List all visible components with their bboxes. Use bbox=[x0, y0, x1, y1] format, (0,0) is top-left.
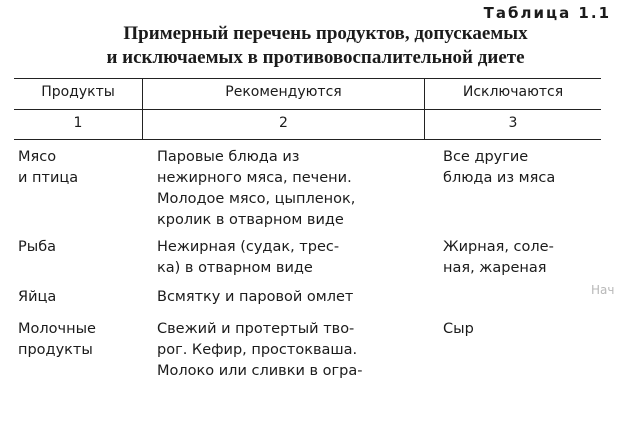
table-label: Таблица 1.1 bbox=[483, 4, 611, 22]
excluded-line: ная, жареная bbox=[443, 260, 547, 276]
excluded-line: Жирная, соле- bbox=[443, 239, 554, 255]
column-number-1: 1 bbox=[73, 115, 83, 131]
row-recommended bbox=[157, 237, 339, 279]
column-header-excluded: Исключаются bbox=[462, 84, 564, 100]
header-divider-rule bbox=[14, 109, 601, 110]
row-excluded bbox=[443, 237, 554, 279]
excluded-line: Все другие bbox=[443, 149, 529, 165]
table-title-line-2: и исключаемых в противовоспалительной диете bbox=[106, 47, 525, 68]
row-product bbox=[18, 237, 56, 258]
table-title-line-1: Примерный перечень продуктов, допускаемых bbox=[123, 23, 528, 44]
recommended-line: Свежий и протертый тво- bbox=[157, 321, 355, 337]
column-header-recommended: Рекомендуются bbox=[225, 84, 342, 100]
product-line: Рыба bbox=[18, 239, 57, 255]
recommended-line: кролик в отварном виде bbox=[157, 212, 344, 228]
column-number-3: 3 bbox=[508, 115, 518, 131]
column-number-2: 2 bbox=[279, 115, 288, 131]
excluded-line: Сыр bbox=[443, 321, 474, 337]
row-recommended bbox=[157, 287, 353, 308]
recommended-line: Нежирная (судак, трес- bbox=[157, 239, 340, 255]
recommended-line: Молодое мясо, цыпленок, bbox=[157, 191, 356, 207]
recommended-line: Всмятку и паровой омлет bbox=[157, 289, 354, 305]
row-recommended bbox=[157, 147, 355, 231]
row-excluded bbox=[443, 319, 474, 340]
row-product bbox=[18, 147, 78, 189]
recommended-line: Паровые блюда из bbox=[157, 149, 300, 165]
recommended-line: ка) в отварном виде bbox=[157, 260, 313, 276]
row-excluded bbox=[443, 147, 555, 189]
row-recommended bbox=[157, 319, 362, 382]
product-line: Яйца bbox=[18, 289, 57, 305]
product-line: продукты bbox=[18, 342, 93, 358]
side-bleed-text: Нач bbox=[591, 283, 615, 297]
product-line: и птица bbox=[18, 170, 79, 186]
table-top-rule bbox=[14, 78, 601, 79]
row-product bbox=[18, 287, 56, 308]
recommended-line: нежирного мяса, печени. bbox=[157, 170, 352, 186]
recommended-line: Молоко или сливки в огра- bbox=[157, 363, 363, 379]
column-header-products: Продукты bbox=[41, 84, 115, 100]
column-number-divider-rule bbox=[14, 139, 601, 140]
row-product bbox=[18, 319, 96, 361]
recommended-line: рог. Кефир, простокваша. bbox=[157, 342, 358, 358]
product-line: Мясо bbox=[18, 149, 57, 165]
product-line: Молочные bbox=[18, 321, 96, 337]
excluded-line: блюда из мяса bbox=[443, 170, 556, 186]
